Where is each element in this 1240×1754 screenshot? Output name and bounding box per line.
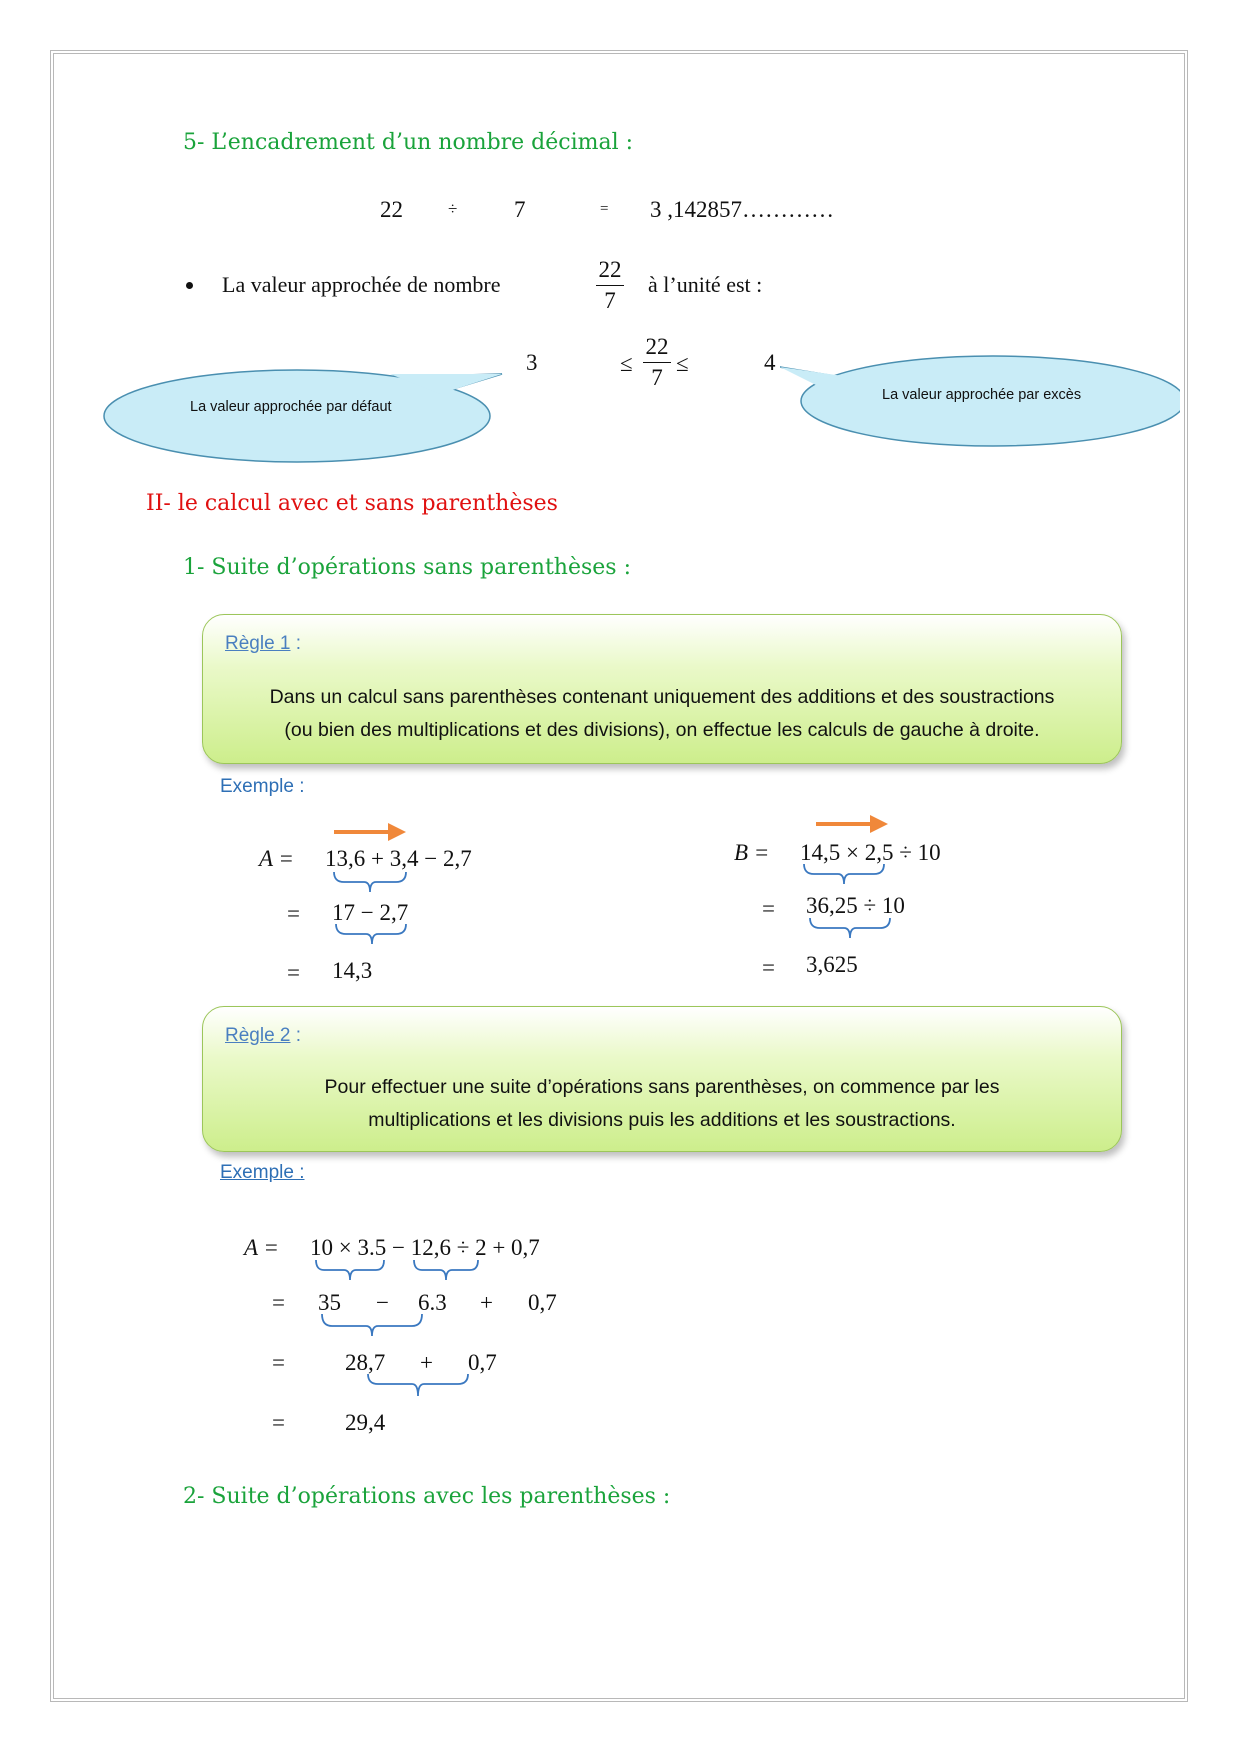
rule-1-line-1: Dans un calcul sans parenthèses contenant uniquement des additions et des soustractions [269, 686, 1055, 708]
fraction-numerator: 22 [598, 257, 622, 282]
subsection-2-title: 2- Suite d’opérations avec les parenthèses : [183, 1484, 671, 1509]
calc-div-sign: ÷ [448, 199, 458, 218]
ineq-left: 3 [526, 350, 538, 375]
subsection-1-title: 1- Suite d’opérations sans parenthèses : [183, 555, 631, 580]
fraction-bar [596, 285, 624, 286]
ex-c-line-2-d: + [480, 1290, 493, 1315]
ex-c-line-1: 10 × 3.5 − 12,6 ÷ 2 + 0,7 [310, 1235, 540, 1260]
arrow-right-icon [330, 820, 410, 844]
ex-b-line-1: 14,5 × 2,5 ÷ 10 [800, 840, 941, 865]
ineq-fraction [643, 334, 671, 391]
section-2-title: II- le calcul avec et sans parenthèses [146, 491, 558, 516]
example-1-label: Exemple : [220, 776, 305, 797]
bullet-text-b: à l’unité est : [648, 272, 763, 297]
rule-1-title-text: Règle 1 [225, 633, 291, 654]
ex-b-eq-2: = [762, 955, 775, 980]
ineq-le-2: ≤ [676, 351, 689, 376]
ex-a-eq-2: = [287, 960, 300, 985]
ineq-fraction-denominator: 7 [651, 365, 663, 390]
ex-c-eq-1: = [272, 1290, 285, 1315]
ineq-fraction-bar [643, 362, 671, 363]
ex-c-line-2-a: 35 [318, 1290, 341, 1315]
rule-1-box [202, 614, 1122, 764]
rule-2-title [225, 1025, 301, 1047]
brace-icon [800, 862, 890, 888]
bullet-dot [186, 282, 193, 289]
bubble-right-text: La valeur approchée par excès [882, 387, 1082, 403]
calc-result: 3 ,142857………… [650, 197, 834, 222]
brace-icon [410, 1258, 490, 1284]
ex-b-line-3: 3,625 [806, 952, 858, 977]
ex-a-line-3: 14,3 [332, 958, 373, 983]
calc-equals: = [600, 201, 609, 217]
rule-2-line-2: multiplications et les divisions puis les additions et les soustractions. [368, 1109, 956, 1131]
ex-c-eq-3: = [272, 1410, 285, 1435]
arrow-right-icon [812, 812, 892, 836]
section-5-title: 5- L’encadrement d’un nombre décimal : [183, 130, 634, 155]
ex-a-line-2: 17 − 2,7 [332, 900, 409, 925]
bubble-right [780, 355, 1180, 465]
brace-icon [332, 922, 412, 948]
ex-a-eq-1: = [287, 901, 300, 926]
ex-c-line-3-c: 0,7 [468, 1350, 497, 1375]
ex-c-line-3-a: 28,7 [345, 1350, 386, 1375]
rule-1-line-2: (ou bien des multiplications et des divisions), on effectue les calculs de gauche à droite. [284, 719, 1040, 741]
fraction-denominator: 7 [604, 288, 616, 313]
brace-icon [318, 1312, 428, 1340]
brace-icon [806, 916, 896, 942]
ex-c-line-2-b: − [376, 1290, 389, 1315]
fraction-22-7 [596, 257, 624, 314]
ex-b-line-2: 36,25 ÷ 10 [806, 893, 905, 918]
ex-c-eq-2: = [272, 1350, 285, 1375]
rule-1-colon: : [290, 633, 302, 654]
bubble-left-text: La valeur approchée par défaut [190, 399, 392, 415]
ex-b-label: B = [734, 840, 770, 865]
rule-1-title [225, 633, 301, 655]
ex-a-line-1: 13,6 + 3,4 − 2,7 [325, 846, 472, 871]
ex-b-eq-1: = [762, 896, 775, 921]
brace-icon [312, 1258, 392, 1284]
brace-icon [330, 870, 410, 896]
rule-2-text [203, 1071, 1121, 1137]
calc-dividend: 22 [380, 197, 403, 222]
ex-c-line-3-b: + [420, 1350, 433, 1375]
rule-2-box [202, 1006, 1122, 1152]
brace-icon [364, 1372, 474, 1400]
ex-c-line-2-c: 6.3 [418, 1290, 447, 1315]
rule-2-line-1: Pour effectuer une suite d’opérations sans parenthèses, on commence par les [324, 1076, 1000, 1098]
ineq-right: 4 [764, 350, 776, 375]
ineq-le-1: ≤ [620, 351, 633, 376]
ineq-fraction-numerator: 22 [645, 334, 669, 359]
rule-1-text [203, 681, 1121, 747]
ex-c-line-4: 29,4 [345, 1410, 386, 1435]
rule-2-colon: : [290, 1025, 302, 1046]
bubble-left [90, 360, 520, 470]
example-2-label: Exemple : [220, 1162, 305, 1183]
ex-a-label: A = [259, 846, 294, 871]
calc-divisor: 7 [514, 197, 526, 222]
rule-2-title-text: Règle 2 [225, 1025, 291, 1046]
bullet-text-a: La valeur approchée de nombre [222, 272, 501, 297]
ex-c-label: A = [244, 1235, 279, 1260]
ex-c-line-2-e: 0,7 [528, 1290, 557, 1315]
